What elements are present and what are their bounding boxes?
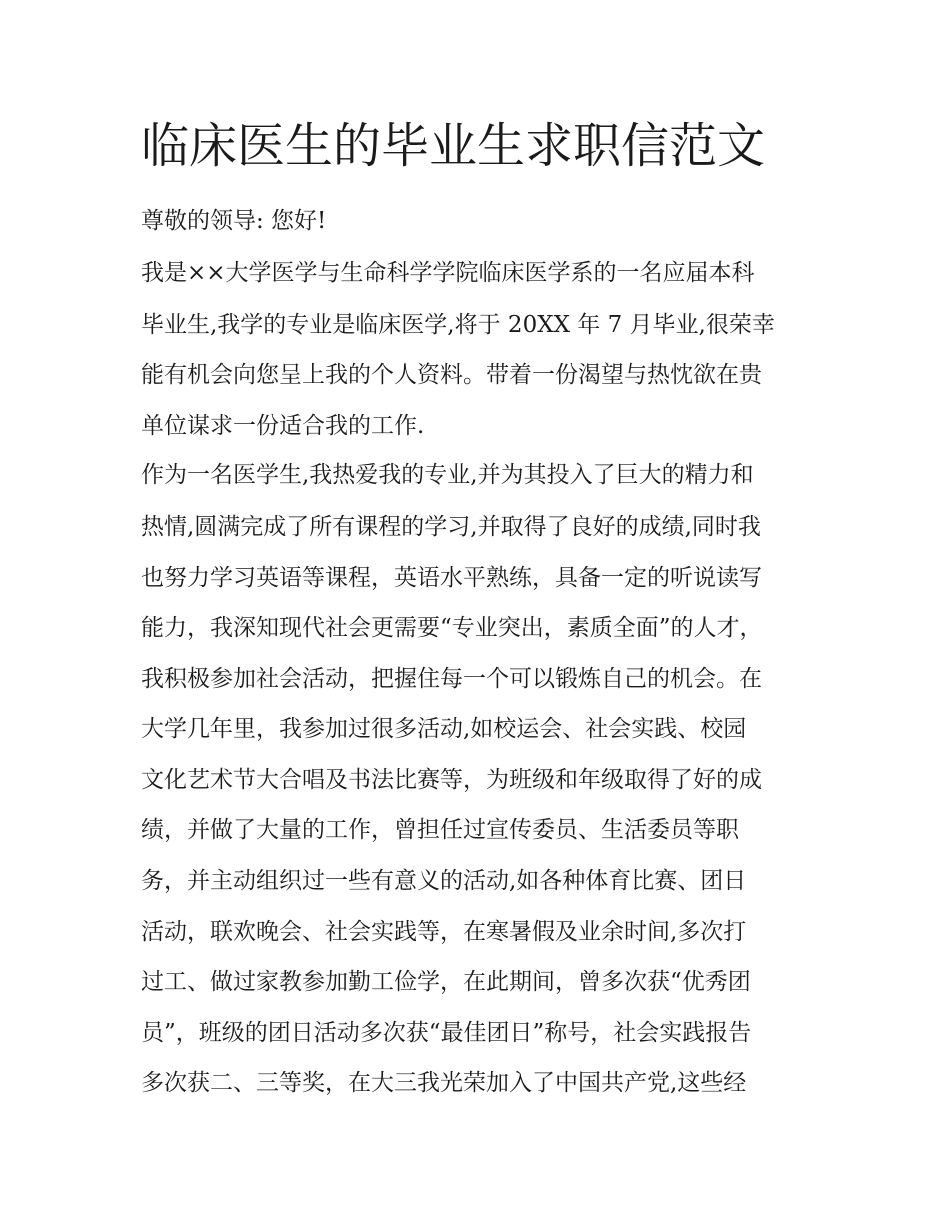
body-line: 能有机会向您呈上我的个人资料。带着一份渴望与热忱欲在贵: [141, 362, 762, 388]
body-line: 活动，联欢晚会、社会实践等，在寒暑假及业余时间,多次打: [141, 919, 747, 945]
body-line: 多次获二、三等奖，在大三我光荣加入了中国共产党,这些经: [141, 1070, 747, 1096]
body-line: 大学几年里，我参加过很多活动,如校运会、社会实践、校园: [141, 716, 747, 742]
document-title: 临床医生的毕业生求职信范文: [141, 118, 766, 174]
body-line: 能力，我深知现代社会更需要“专业突出，素质全面”的人才，: [141, 615, 763, 641]
body-line: 单位谋求一份适合我的工作.: [141, 413, 425, 439]
body-line: 毕业生,我学的专业是临床医学,将于 20XX 年 7 月毕业,很荣幸: [141, 312, 775, 338]
body-line: 作为一名医学生,我热爱我的专业,并为其投入了巨大的精力和: [141, 462, 754, 488]
body-line: 我是××大学医学与生命科学学院临床医学系的一名应届本科: [141, 260, 755, 286]
body-line: 员”，班级的团日活动多次获“最佳团日”称号，社会实践报告: [141, 1020, 752, 1046]
body-line: 绩，并做了大量的工作，曾担任过宣传委员、生活委员等职: [141, 817, 739, 843]
body-line: 我积极参加社会活动，把握住每一个可以锻炼自己的机会。在: [141, 666, 762, 692]
body-line: 过工、做过家教参加勤工俭学，在此期间，曾多次获“优秀团: [141, 969, 751, 995]
body-line: 热情,圆满完成了所有课程的学习,并取得了良好的成绩,同时我: [141, 514, 761, 540]
body-line: 也努力学习英语等课程，英语水平熟练，具备一定的听说读写: [141, 565, 762, 591]
body-line: 文化艺术节大合唱及书法比赛等，为班级和年级取得了好的成: [141, 767, 762, 793]
body-line: 务，并主动组织过一些有意义的活动,如各种体育比赛、团日: [141, 868, 747, 894]
greeting-line: 尊敬的领导: 您好!: [141, 208, 327, 234]
